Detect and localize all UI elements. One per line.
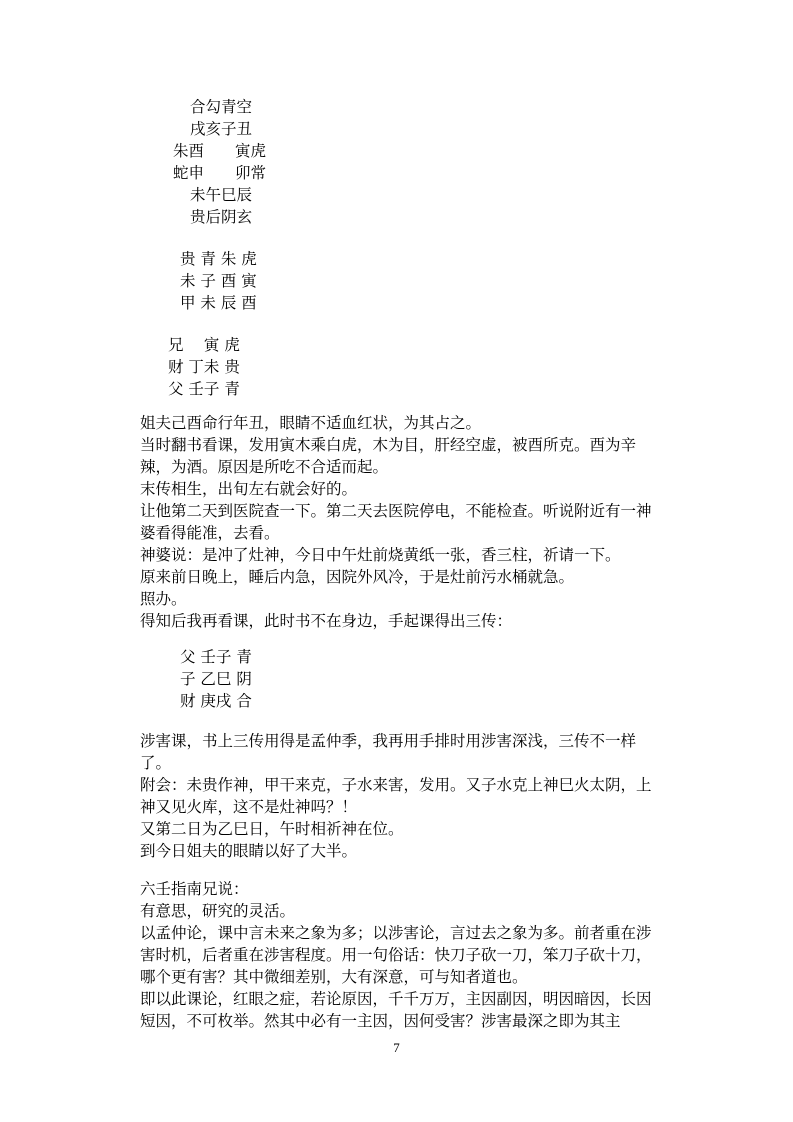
paragraph-13: 六壬指南兄说：: [140, 880, 249, 898]
paragraph-14: 有意思，研究的灵活。: [140, 902, 296, 920]
chart3-line2: 财 丁未 贵: [168, 358, 240, 376]
paragraph-15: 以孟仲论，课中言未来之象为多；以涉害论，言过去之象为多。前者重在涉害时机，后者重在涉害程度。用一句俗话：快刀子砍一刀，笨刀子砍十刀，哪个更有害？其中微细差别，大有深意，可与知者道也。: [140, 924, 652, 986]
chart1-line6: 贵后阴玄: [190, 208, 253, 226]
chart1-line4: 蛇申 卯常: [173, 164, 267, 182]
paragraph-5: 神婆说：是冲了灶神，今日中午灶前烧黄纸一张，香三柱，祈请一下。: [140, 546, 621, 564]
chart1-line3: 朱酉 寅虎: [173, 142, 267, 160]
chart4-line2: 子 乙巳 阴: [180, 670, 252, 688]
paragraph-4: 让他第二天到医院查一下。第二天去医院停电，不能检查。听说附近有一神婆看得能准，去看。: [140, 502, 652, 542]
paragraph-9: 涉害课，书上三传用得是孟仲季，我再用手排时用涉害深浅，三传不一样了。: [140, 732, 637, 772]
paragraph-11: 又第二日为乙巳日，午时相祈神在位。: [140, 820, 404, 838]
paragraph-3: 末传相生，出旬左右就会好的。: [140, 480, 358, 498]
paragraph-8: 得知后我再看课，此时书不在身边，手起课得出三传：: [140, 612, 513, 630]
chart3-line3: 父 壬子 青: [168, 380, 240, 398]
chart3-line1: 兄 寅 虎: [168, 336, 240, 354]
chart1-line5: 未午巳辰: [190, 186, 253, 204]
chart1-line1: 合勾青空: [190, 98, 253, 116]
paragraph-12: 到今日姐夫的眼睛以好了大半。: [140, 842, 358, 860]
paragraph-1: 姐夫己酉命行年丑，眼睛不适血红状，为其占之。: [140, 414, 482, 432]
chart4-line1: 父 壬子 青: [180, 648, 252, 666]
page-number: 7: [393, 1040, 400, 1055]
paragraph-7: 照办。: [140, 590, 187, 608]
chart2-line2: 未 子 酉 寅: [180, 272, 257, 290]
paragraph-6: 原来前日晚上，睡后内急，因院外风冷，于是灶前污水桶就急。: [140, 568, 575, 586]
chart4-line3: 财 庚戌 合: [180, 692, 252, 710]
paragraph-2: 当时翻书看课，发用寅木乘白虎，木为目，肝经空虚，被酉所克。酉为辛辣，为酒。原因是所吃不合适而起。: [140, 436, 637, 476]
chart1-line2: 戌亥子丑: [190, 120, 253, 138]
paragraph-10: 附会：未贵作神，甲干来克，子水来害，发用。又子水克上神巳火太阴，上神又见火库，这不是灶神吗？！: [140, 776, 652, 816]
chart2-line3: 甲 未 辰 酉: [180, 294, 257, 312]
chart2-line1: 贵 青 朱 虎: [180, 250, 257, 268]
paragraph-16: 即以此课论，红眼之症，若论原因，千千万万，主因副因，明因暗因，长因短因，不可枚举。然其中必有一主因，因何受害？涉害最深之即为其主: [140, 990, 652, 1030]
